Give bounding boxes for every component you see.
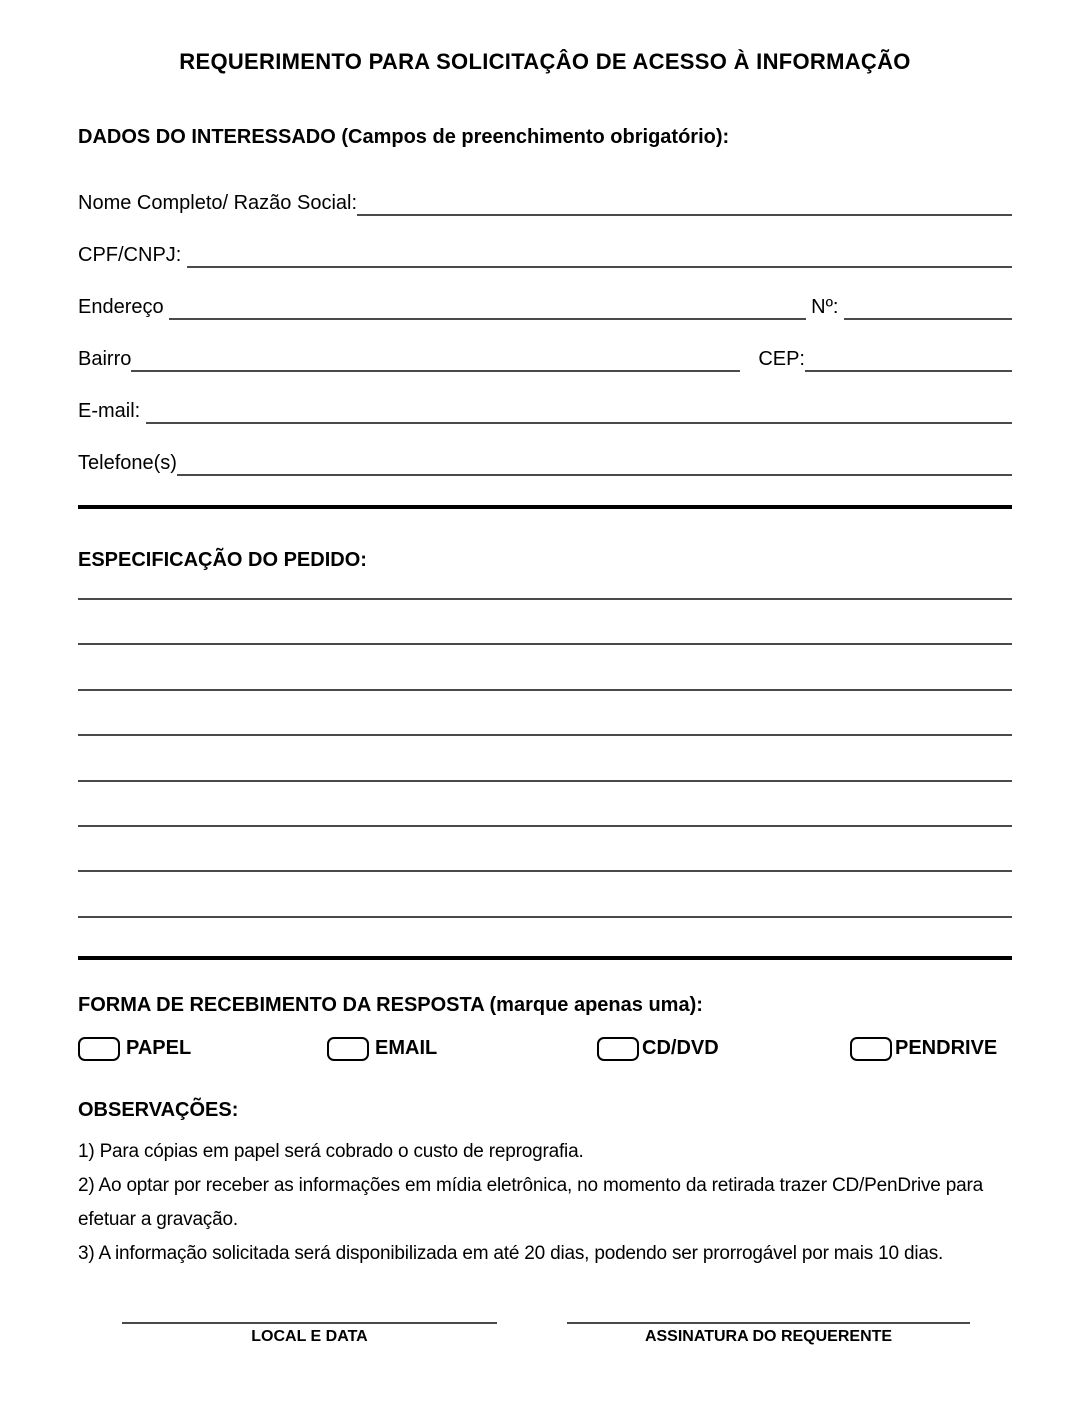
option-cd-dvd	[597, 1037, 719, 1061]
papel-label: PAPEL	[126, 1037, 192, 1060]
dados-heading: DADOS DO INTERESSADO (Campos de preenchimento obrigatório):	[78, 126, 730, 148]
observacao-item: 2) Ao optar por receber as informações em mídia eletrônica, no momento da retirada trazer CD/PenDrive para efetuar a gravação.	[78, 1174, 983, 1230]
form-title: REQUERIMENTO PARA SOLICITAÇÂO DE ACESSO À INFORMAÇÃO	[179, 49, 911, 74]
dados-fields	[78, 190, 1012, 476]
cd-dvd-label: CD/DVD	[642, 1037, 719, 1060]
nome-label: Nome Completo/ Razão Social:	[78, 192, 358, 214]
email-label: E-mail:	[78, 400, 146, 422]
field-row-bairro	[78, 346, 1012, 372]
pedido-fill-in-line[interactable]	[78, 572, 1012, 600]
cd-dvd-checkbox[interactable]	[597, 1037, 639, 1061]
pedido-fill-in-line[interactable]	[78, 736, 1012, 781]
endereco-label: Endereço	[78, 296, 170, 318]
pedido-fill-in-line[interactable]	[78, 827, 1012, 872]
pedido-fill-in-line[interactable]	[78, 600, 1012, 645]
observacoes-list	[78, 1135, 1012, 1271]
section-divider	[78, 505, 1012, 509]
email-checkbox[interactable]	[327, 1037, 369, 1061]
pedido-fill-in-line[interactable]	[78, 645, 1012, 690]
field-row-endereco	[78, 294, 1012, 320]
local-data-signature-line[interactable]	[122, 1322, 497, 1347]
especificacao-lines	[78, 572, 1012, 918]
option-email	[327, 1037, 437, 1061]
numero-input-line[interactable]	[844, 318, 1012, 320]
section-divider	[78, 956, 1012, 960]
field-row-email	[78, 398, 1012, 424]
pendrive-checkbox[interactable]	[850, 1037, 892, 1061]
cpf-label: CPF/CNPJ:	[78, 244, 187, 266]
requerente-label: ASSINATURA DO REQUERENTE	[644, 1327, 893, 1345]
bairro-label: Bairro	[78, 348, 132, 370]
papel-checkbox[interactable]	[78, 1037, 120, 1061]
cep-label: CEP:	[758, 348, 805, 370]
requerente-signature-line[interactable]	[567, 1322, 970, 1347]
email-option-label: EMAIL	[375, 1037, 438, 1060]
bairro-input-line[interactable]	[131, 370, 740, 372]
observacoes-heading: OBSERVAÇÕES:	[78, 1098, 239, 1121]
signature-area	[78, 1322, 1012, 1368]
cep-input-line[interactable]	[805, 370, 1012, 372]
field-row-nome	[78, 190, 1012, 216]
telefone-input-line[interactable]	[177, 474, 1012, 476]
especificacao-heading: ESPECIFICAÇÃO DO PEDIDO:	[78, 549, 367, 571]
telefone-label: Telefone(s)	[78, 452, 177, 474]
observacao-item: 1) Para cópias em papel será cobrado o custo de reprografia.	[78, 1140, 584, 1162]
numero-label: Nº:	[811, 296, 844, 318]
local-data-label: LOCAL E DATA	[251, 1327, 368, 1345]
pedido-fill-in-line[interactable]	[78, 872, 1012, 917]
pedido-fill-in-line[interactable]	[78, 691, 1012, 736]
recebimento-options	[78, 1037, 1012, 1064]
field-row-cpf	[78, 242, 1012, 268]
cpf-input-line[interactable]	[187, 266, 1012, 268]
recebimento-heading: FORMA DE RECEBIMENTO DA RESPOSTA (marque apenas uma):	[78, 993, 703, 1016]
pedido-fill-in-line[interactable]	[78, 782, 1012, 827]
observacao-item: 3) A informação solicitada será disponibilizada em até 20 dias, podendo ser prorrogável por mais 10 dias.	[78, 1242, 944, 1264]
pendrive-label: PENDRIVE	[895, 1037, 998, 1060]
email-input-line[interactable]	[146, 422, 1012, 424]
nome-input-line[interactable]	[357, 214, 1012, 216]
endereco-input-line[interactable]	[169, 318, 806, 320]
field-row-telefone	[78, 450, 1012, 476]
option-papel	[78, 1037, 191, 1061]
option-pendrive	[850, 1037, 997, 1061]
